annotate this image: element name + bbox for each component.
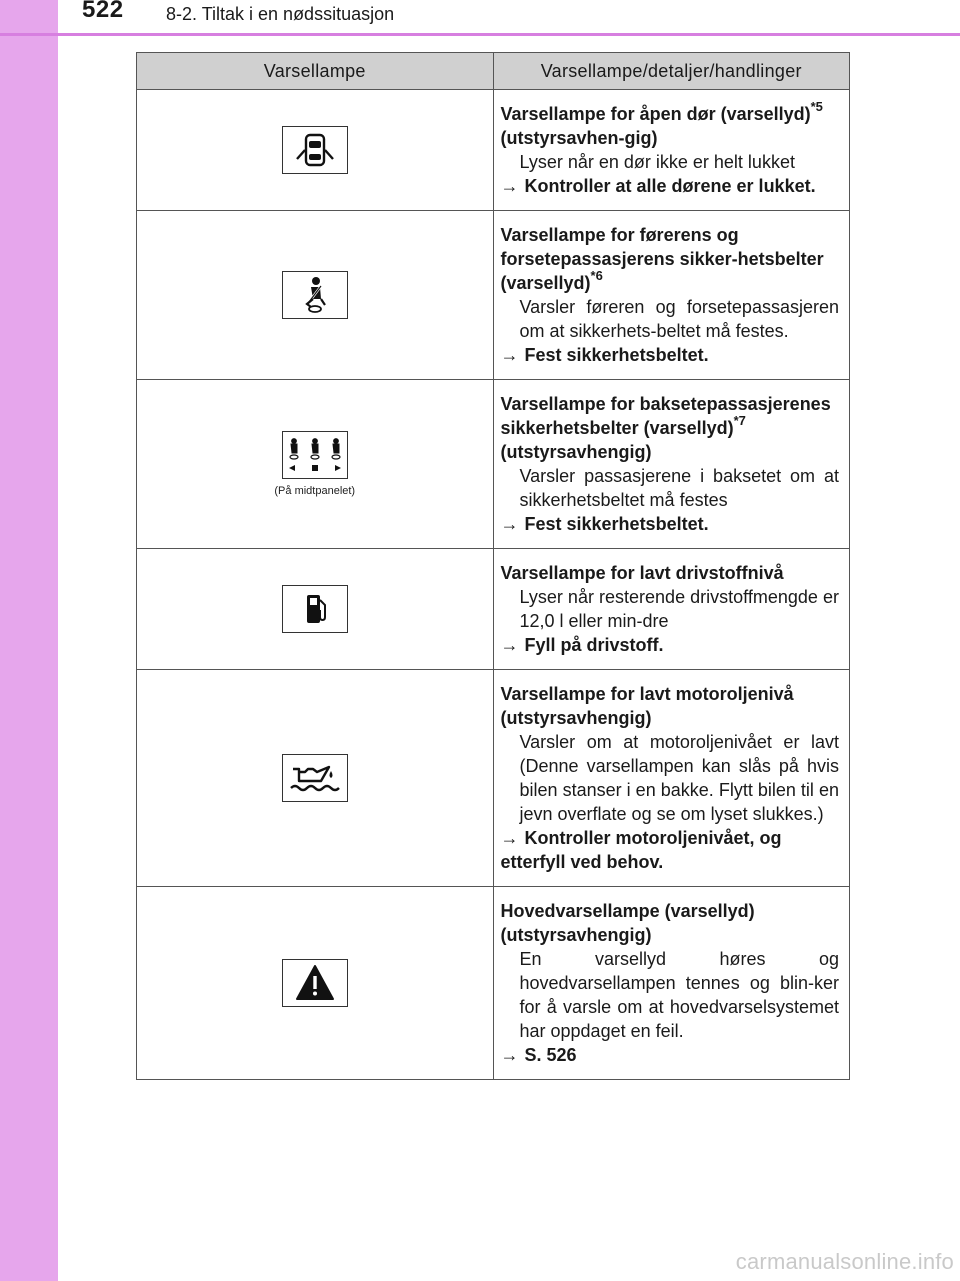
row-body: Varsler passasjerene i baksetet om at sikkerhetsbeltet må festes	[519, 466, 839, 510]
row-title: Varsellampe for førerens og forsetepassasjerens sikker-hetsbelter (varsellyd)$^{*6}$	[500, 225, 824, 293]
page-number: 522	[82, 0, 124, 23]
warning-lights-table	[136, 52, 850, 1080]
icon-cell	[137, 380, 494, 549]
footnote-ref: *6	[590, 268, 603, 283]
footnote-ref: *7	[733, 413, 746, 428]
page-header	[0, 0, 960, 36]
row-action: → Fest sikkerhetsbeltet.	[500, 345, 709, 365]
seatbelt-icon	[282, 271, 348, 319]
col-header-lamp: Varsellampe	[137, 53, 494, 90]
icon-cell	[137, 887, 494, 1080]
arrow-right-icon: →	[500, 635, 519, 655]
table-header-row	[137, 53, 850, 90]
description-cell	[493, 90, 850, 211]
row-body: Lyser når en dør ikke er helt lukket	[519, 152, 795, 172]
icon-cell	[137, 90, 494, 211]
row-title: Varsellampe for lavt drivstoffnivå	[500, 563, 784, 583]
oil-level-icon	[282, 754, 348, 802]
chapter-side-band	[0, 0, 58, 1281]
section-title: 8-2. Tiltak i en nødssituasjon	[166, 4, 395, 24]
watermark: carmanualsonline.info	[735, 1249, 954, 1274]
door-open-icon	[282, 126, 348, 174]
arrow-right-icon: →	[500, 345, 519, 365]
table-row	[137, 887, 850, 1080]
row-action: → Kontroller motoroljenivået, og etterfyll ved behov.	[500, 828, 782, 872]
rear-seatbelts-icon	[282, 431, 348, 479]
arrow-right-icon: →	[500, 828, 519, 848]
arrow-right-icon: →	[500, 1045, 519, 1065]
row-body: En varsellyd høres og hovedvarsellampen tennes og blin-ker for å varsle om at hovedvarselsystemet har oppdaget en feil.	[519, 949, 839, 1041]
description-cell	[493, 211, 850, 380]
description-cell	[493, 380, 850, 549]
row-title: Varsellampe for åpen dør (varsellyd)$^{*5}$ (utstyrsavhen-gig)	[500, 99, 823, 148]
icon-cell	[137, 670, 494, 887]
icon-cell	[137, 549, 494, 670]
row-body: Varsler føreren og forsetepassasjeren om at sikkerhets-beltet må festes.	[519, 297, 839, 341]
col-header-details: Varsellampe/detaljer/handlinger	[493, 53, 850, 90]
description-cell	[493, 670, 850, 887]
row-body: Varsler om at motoroljenivået er lavt (Denne varsellampen kan slås på hvis bilen stanser i en bakke. Flytt bilen til en jevn overflate og se om lyset slukkes.)	[519, 732, 839, 824]
description-cell	[493, 887, 850, 1080]
footnote-ref: *5	[810, 99, 823, 114]
icon-note: (På midtpanelet)	[274, 485, 356, 497]
row-body: Lyser når resterende drivstoffmengde er 12,0 l eller min-dre	[519, 587, 839, 631]
row-action: → Fest sikkerhetsbeltet.	[500, 514, 709, 534]
row-title: Varsellampe for baksetepassasjerenes sikkerhetsbelter (varsellyd)$^{*7}$ (utstyrsavhengig)	[500, 394, 831, 462]
description-cell	[493, 549, 850, 670]
row-action: → Fyll på drivstoff.	[500, 635, 664, 655]
arrow-right-icon: →	[500, 514, 519, 534]
table-row	[137, 670, 850, 887]
icon-cell	[137, 211, 494, 380]
row-action: → Kontroller at alle dørene er lukket.	[500, 176, 816, 196]
row-title: Varsellampe for lavt motoroljenivå (utstyrsavhengig)	[500, 684, 794, 728]
arrow-right-icon: →	[500, 176, 519, 196]
master-warning-icon	[282, 959, 348, 1007]
row-title: Hovedvarsellampe (varsellyd) (utstyrsavhengig)	[500, 901, 755, 945]
fuel-pump-icon	[282, 585, 348, 633]
table-row	[137, 211, 850, 380]
table-row	[137, 90, 850, 211]
table-row	[137, 549, 850, 670]
table-row	[137, 380, 850, 549]
row-action: → S. 526	[500, 1045, 577, 1065]
